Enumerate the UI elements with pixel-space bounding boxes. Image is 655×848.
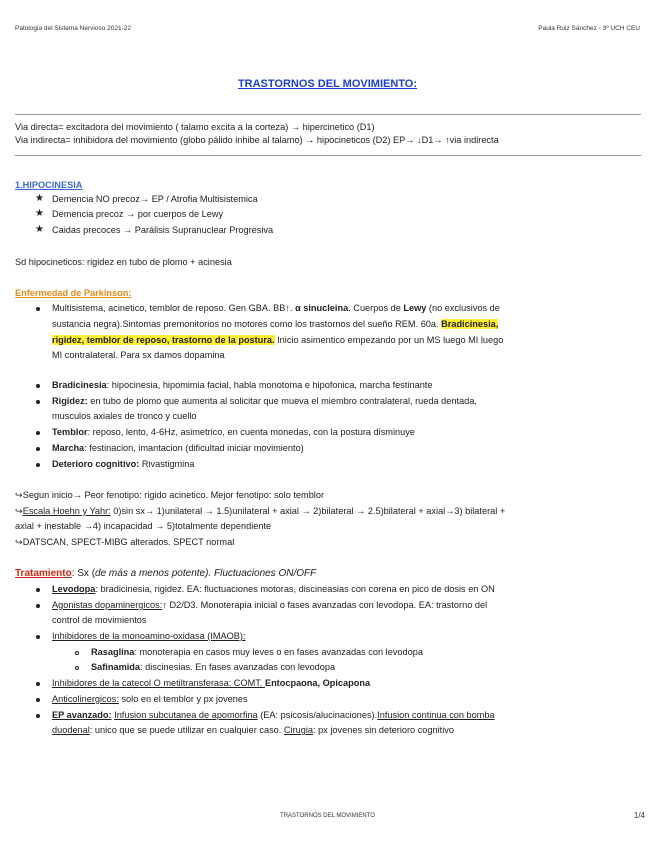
header-author: Paula Ruiz Sánchez - 3º UCH CEU (538, 25, 640, 32)
feature-rigidez-cont: musculos axiales de tronco y cuello (52, 411, 197, 421)
star-bullet-icon: ★ (35, 224, 44, 235)
section-hipocinesia-heading: 1.HIPOCINESIA (15, 180, 83, 190)
bullet-dot-icon (36, 588, 40, 592)
hipocinesia-item: Demencia precoz → por cuerpos de Lewy (52, 209, 224, 219)
treatment-ep-avanzado: EP avanzado: Infusion subcutanea de apomorfina (EA: psicosis/alucinaciones).Infusion continua con bomba (52, 710, 495, 720)
feature-temblor: Temblor: reposo, lento, 4-6Hz, asimetrico, en cuenta monedas, con la postura disminuye (52, 427, 415, 437)
bullet-dot-icon (36, 682, 40, 686)
bullet-dot-icon (36, 463, 40, 467)
star-bullet-icon: ★ (35, 193, 44, 204)
feature-deterioro: Deterioro cognitivo: Rivastigmina (52, 459, 195, 469)
treatment-agonistas-cont: control de movimientos (52, 615, 147, 625)
treatment-safinamida: Safinamida: discinesias. En fases avanzadas con levodopa (91, 662, 336, 672)
hipocinesia-syndrome: Sd hipocineticos: rigidez en tubo de plomo + acinesia (15, 257, 232, 267)
bullet-dot-icon (36, 431, 40, 435)
bullet-dot-icon (36, 635, 40, 639)
treatment-ep-avanzado-cont: duodenal: unico que se puede utilizar en cualquier caso. Cirugia: px jovenes sin deterioro cognitivo (52, 725, 454, 735)
tratamiento-heading: Tratamiento: Sx (de más a menos potente). Fluctuaciones ON/OFF (15, 568, 317, 579)
hipocinesia-item: Caidas precoces → Parálisis Supranuclear Progresiva (52, 225, 274, 235)
treatment-imaob: Inhibidores de la monoamino-oxidasa (IMAOB): (52, 631, 246, 641)
hoehn-yahr-scale: ↪Escala Hoehn y Yahr: 0)sin sx→ 1)unilateral → 1.5)unilateral + axial → 2)bilateral → 2.5)bilateral + axial→3) bilateral + (15, 506, 506, 516)
bullet-dot-icon (36, 384, 40, 388)
bullet-dot-icon (36, 307, 40, 311)
page-number: 1/4 (633, 811, 645, 820)
footer-title: TRASTORNOS DEL MOVIMIENTO (280, 813, 375, 819)
divider-top (15, 114, 641, 115)
parkinson-desc-line3: rigidez, temblor de reposo, trastorno de la postura. Inicio asimentico empezando por un MS luego MI luego (52, 335, 504, 345)
hipocinesia-item: Demencia NO precoz→ EP / Atrofia Multisistemica (52, 194, 258, 204)
parkinson-imaging: ↪DATSCAN, SPECT-MIBG alterados. SPECT normal (15, 537, 235, 547)
star-bullet-icon: ★ (35, 208, 44, 219)
treatment-levodopa: Levodopa: bradicinesia, rigidez. EA: fluctuaciones motoras, discineasias con corena en pico de dosis en ON (52, 584, 495, 594)
treatment-comt: Inhibidores de la catecol O metiltransferasa: COMT. Entocpaona, Opicapona (52, 678, 371, 688)
sub-bullet-circle-icon (75, 666, 79, 670)
feature-rigidez: Rigidez: en tubo de plomo que aumenta al solicitar que mueva el miembro contralateral, rueda dentada, (52, 396, 477, 406)
page-title: TRASTORNOS DEL MOVIMIENTO: (237, 78, 418, 90)
bullet-dot-icon (36, 604, 40, 608)
parkinson-phenotype: ↪Segun inicio→ Peor fenotipo: rigido acinetico. Mejor fenotipo: solo temblor (15, 490, 325, 500)
feature-bradicinesia: Bradicinesia: hipocinesia, hipomimia facial, habla monotoma e hipofonica, marcha festinante (52, 380, 433, 390)
parkinson-desc-line1: Multisistema, acinetico, temblor de reposo. Gen GBA. BB↑. α sinucleina. Cuerpos de Lewy (no exclusivos de (52, 303, 500, 313)
treatment-rasaglina: Rasaglina: monoterapia en casos muy leves o en fases avanzadas con levodopa (91, 647, 423, 657)
bullet-dot-icon (36, 400, 40, 404)
header-course: Patologia del Sistema Nervioso 2021-22 (15, 25, 131, 32)
section-parkinson-heading: Enfermedad de Parkinson: (15, 288, 132, 298)
bullet-dot-icon (36, 698, 40, 702)
treatment-anticolinergicos: Anticolinergicos: solo en el temblor y px jovenes (52, 694, 248, 704)
feature-marcha: Marcha: festinacion, imantacion (dificultad iniciar movimiento) (52, 443, 304, 453)
parkinson-desc-line4: MI contralateral. Para sx damos dopamina (52, 350, 225, 360)
bullet-dot-icon (36, 714, 40, 718)
divider-bottom (15, 155, 641, 156)
hoehn-yahr-cont: axial + inestable →4) incapacidad → 5)totalmente dependiente (15, 521, 272, 531)
parkinson-desc-line2: sustancia negra).Sintomas premonitorios no motores como los trastornos del sueño REM. 60a. Bradicinesia, (52, 319, 499, 329)
bullet-dot-icon (36, 447, 40, 451)
intro-indirect-pathway: Via indirecta= inhibidora del movimiento (globo pálido inhibe al talamo) → hipocineticos (D2) EP→ ↓D1→ ↑via indirecta (15, 135, 499, 145)
sub-bullet-circle-icon (75, 651, 79, 655)
intro-direct-pathway: Via directa= excitadora del movimiento ( talamo excita a la corteza) → hipercinetico (D1) (15, 122, 375, 132)
treatment-agonistas: Agonistas dopaminergicos:↑ D2/D3. Monoterapia inicial o fases avanzadas con levodopa. EA: trastorno del (52, 600, 488, 610)
